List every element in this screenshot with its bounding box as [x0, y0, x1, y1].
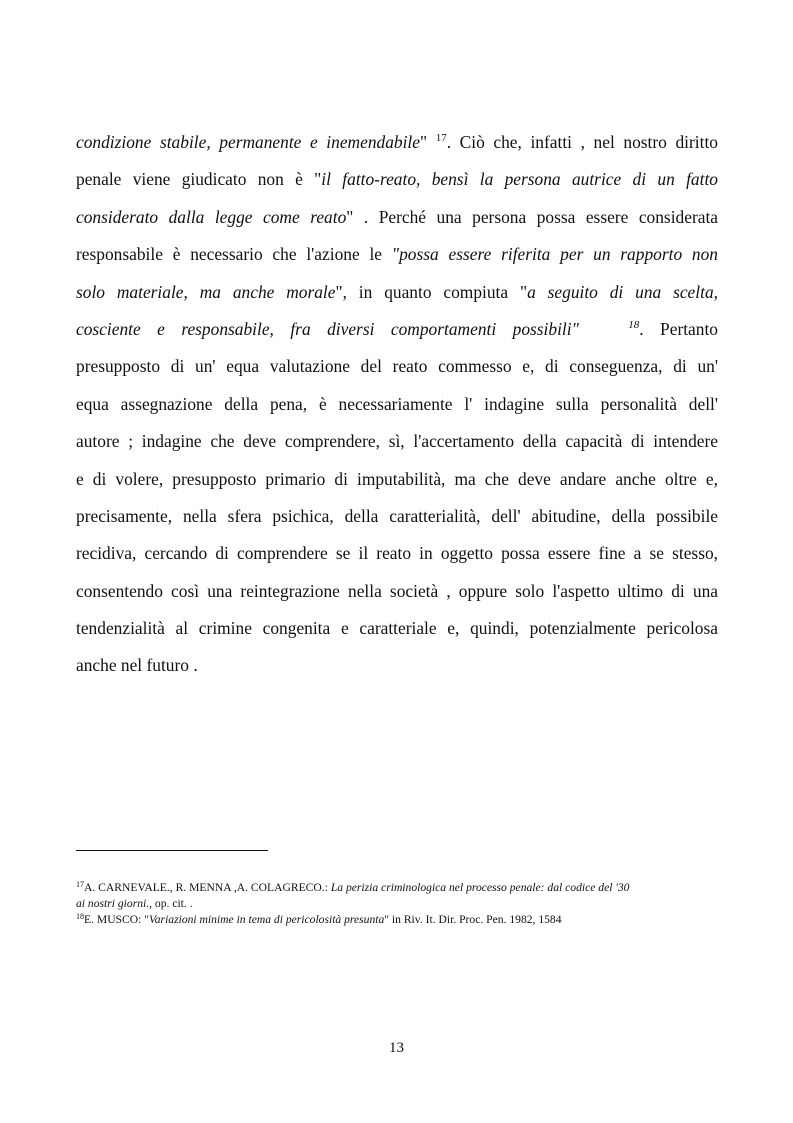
text-line: e di volere, presupposto primario di imputabilità, ma che deve andare anche oltre e,: [76, 468, 718, 489]
text-line: tendenzialità al crimine congenita e caratteriale e, quindi, potenzialmente pericolosa: [76, 618, 718, 639]
footnote-number: 18: [76, 912, 84, 921]
italic-quote: solo materiale, ma anche morale: [76, 281, 336, 302]
text-line: responsabile è necessario che l'azione le "possa essere riferita per un rapporto non: [76, 244, 719, 265]
footnote-separator: [76, 850, 268, 851]
text-line: recidiva, cercando di comprendere se il reato in oggetto possa essere fine a se stesso,: [76, 543, 718, 564]
footnote-title: La perizia criminologica nel processo penale: dal codice del '30: [330, 881, 630, 894]
italic-quote: a seguito di una scelta,: [527, 281, 718, 302]
footnote-number: 17: [76, 880, 84, 889]
footnote-ref-17[interactable]: 17: [435, 132, 447, 144]
footnote-title: ai nostri giorni.: [76, 897, 150, 910]
text-line: anche nel futuro .: [76, 655, 198, 676]
footnote-ref-18[interactable]: 18: [628, 318, 640, 331]
text-line: autore ; indagine che deve comprendere, sì, l'accertamento della capacità di intendere: [76, 431, 718, 452]
text-line: consentendo così una reintegrazione nella società , oppure solo l'aspetto ultimo di una: [76, 580, 718, 601]
text-line: condizione stabile, permanente e inemendabile" $^{17}$. Ciò che, infatti , nel nostro diritto: [76, 132, 718, 152]
text-line: considerato dalla legge come reato" . Perché una persona possa essere considerata: [76, 206, 718, 227]
text-line: precisamente, nella sfera psichica, della caratterialità, dell' abitudine, della possibile: [76, 505, 718, 526]
italic-quote: condizione stabile, permanente e inemendabile: [76, 132, 420, 152]
body-paragraph: [76, 124, 718, 685]
italic-quote: considerato dalla legge come reato: [76, 206, 347, 227]
text-line: cosciente e responsabile, fra diversi comportamenti possibili" $^{18}$. Pertanto: [76, 318, 719, 339]
footnote-18: $^{18}$E. MUSCO: "Variazioni minime in tema di pericolosità presunta" in Riv. It. Dir. Proc. Pen. 1982, 1584: [76, 912, 562, 926]
text-line: penale viene giudicato non è "il fatto-reato, bensì la persona autrice di un fatto: [76, 169, 718, 190]
footnotes: [76, 880, 726, 928]
italic-quote: cosciente e responsabile, fra diversi comportamenti possibili": [76, 318, 579, 339]
footnote-title: Variazioni minime in tema di pericolosità presunta: [148, 913, 385, 926]
text-line: equa assegnazione della pena, è necessariamente l' indagine sulla personalità dell': [76, 393, 718, 414]
text-line: solo materiale, ma anche morale", in quanto compiuta "a seguito di una scelta,: [76, 281, 718, 302]
italic-quote: "possa essere riferita per un rapporto non: [391, 244, 719, 265]
text-line: presupposto di un' equa valutazione del reato commesso e, di conseguenza, di un': [76, 356, 718, 377]
footnote-17: $^{17}$A. CARNEVALE., R. MENNA ,A. COLAGRECO.: La perizia criminologica nel processo penale: dal codice del '30 ai nostri giorni., op. cit. .: [76, 880, 630, 910]
italic-quote: il fatto-reato, bensì la persona autrice di un fatto: [321, 169, 718, 190]
page-number: 13: [389, 1040, 404, 1056]
